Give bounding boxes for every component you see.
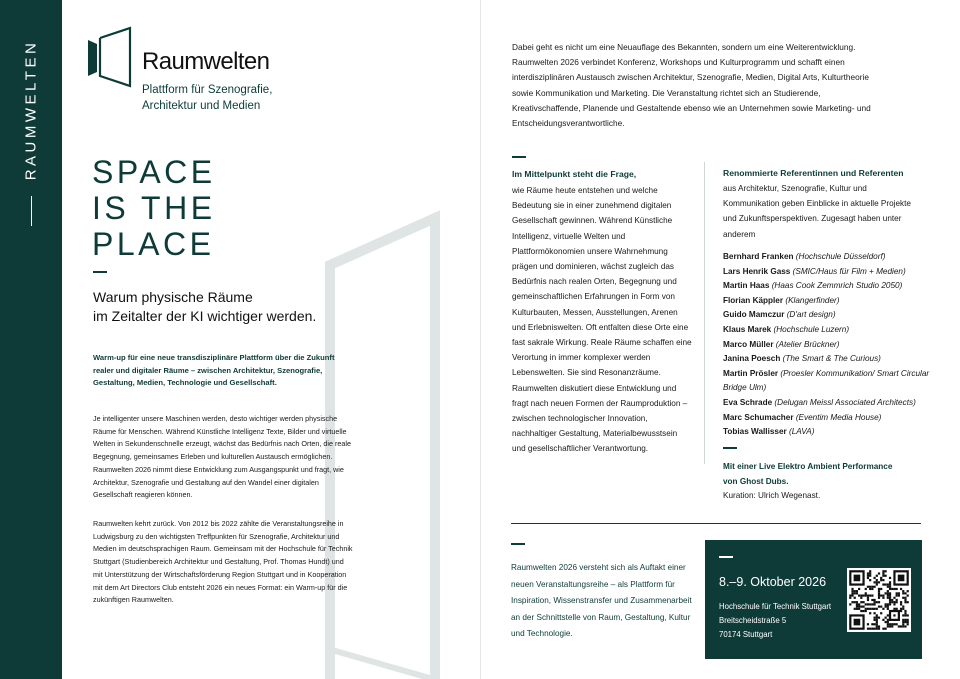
speaker-affiliation: (Haas Cook Zemmrich Studio 2050) (769, 281, 903, 291)
body-paragraph-1: Je intelligenter unsere Maschinen werden, desto wichtiger werden physische Räume für Menschen. Während Künstliche Intelligenz Texte, Bilder und virtuelle Welten in Sekundenschnelle erzeugt, wächst das Bedürfnis nach Orten, die reale Begegnung, gemeinsames Erleben und kulturellen Austausch ermöglichen. Raumwelten 2026 nimmt diese Entwicklung zum Ausgangspunkt und fragt, wie Architektur, Szenografie und Gestaltung auf den Wandel einer digitalen Gesellschaft reagieren können. (93, 414, 351, 500)
event-city: 70174 Stuttgart (719, 630, 773, 639)
closing-text: Raumwelten 2026 versteht sich als Auftakt einer neuen Veranstaltungsreihe – als Plattform für Inspiration, Wissenstransfer und Zusammenarbeit an der Schnittstelle von Raum, Gestaltung, Kultur und Technologie. (511, 563, 692, 638)
speaker-affiliation: (The Smart & The Curious) (780, 354, 881, 364)
speaker-item (723, 294, 933, 309)
speaker-affiliation: (Hochschule Luzern) (771, 324, 850, 334)
performance-title-1: Mit einer Live Elektro Ambient Performance (723, 462, 893, 471)
speaker-name: Florian Käppler (723, 295, 784, 305)
performance-curation: Kuration: Ulrich Wegenast. (723, 491, 821, 501)
speaker-affiliation: (D'art design) (784, 310, 836, 320)
event-venue: Hochschule für Technik Stuttgart (719, 602, 832, 611)
event-dash (719, 556, 733, 558)
intro-text: Warm-up für eine neue transdisziplinäre Plattform über die Zukunft realer und digitaler Räume – zwischen Architektur, Szenografie, Gestaltung, Medien, Technologie und Gesellschaft. (93, 353, 335, 388)
sidebar-rule (31, 196, 32, 226)
speaker-item (723, 411, 933, 426)
sidebar (0, 0, 62, 679)
right-intro-text: Dabei geht es nicht um eine Neuauflage des Bekannten, sondern um eine Weiterentwicklung. Raumwelten 2026 verbindet Konferenz, Workshops und Kulturprogramm und schafft einen interdisziplinären Austausch zwischen Architektur, Szenografie, Medien, Digital Arts, Kulturtheorie sowie Kommunikation und Marketing. Die Veranstaltung richtet sich an Studierende, Kreativschaffende, Planende und Gestaltende ebenso wie an Unternehmen sowie Marketing- und Entscheidungsverantwortliche. (512, 42, 871, 129)
speaker-item (723, 367, 933, 396)
speaker-item (723, 265, 933, 280)
room-perspective-icon (86, 26, 132, 88)
hero-title (92, 154, 216, 262)
speaker-affiliation: (Atelier Brückner) (773, 339, 840, 349)
speaker-name: Tobias Wallisser (723, 427, 787, 437)
qr-code-icon[interactable] (847, 568, 911, 632)
speaker-item (723, 308, 933, 323)
speaker-list (723, 250, 933, 440)
speaker-name: Martin Prösler (723, 368, 779, 378)
body-paragraph-2: Raumwelten kehrt zurück. Von 2012 bis 2022 zählte die Veranstaltungsreihe in Ludwigsburg zu den wichtigsten Treffpunkten für Szenografie, Architektur und Medien im deutschsprachigen Raum. Gemeinsam mit der Hochschule für Technik Stuttgart (Studienbereich Architektur und Gestaltung, Prof. Thomas Hundt) und mit Unterstützung der Wirtschaftsförderung Region Stuttgart und in Kooperation mit dem Art Directors Club entsteht 2026 ein neues Format: ein Warm-up für die zukünftigen Raumwelten. (93, 519, 353, 605)
speaker-affiliation: (Delugan Meissl Associated Architects) (772, 397, 916, 407)
speaker-item (723, 352, 933, 367)
speaker-item (723, 396, 933, 411)
speakers-intro: aus Architektur, Szenografie, Kultur und Kommunikation geben Einblicke in aktuelle Projekte und Zukunftsperspektiven. Zugesagt haben unter anderem (723, 184, 911, 239)
speaker-item (723, 425, 933, 440)
hero-dash (93, 271, 107, 273)
closing-dash (511, 543, 525, 545)
speaker-name: Marc Schumacher (723, 412, 794, 422)
event-date: 8.–9. Oktober 2026 (719, 575, 827, 589)
logo-tagline-line-1: Plattform für Szenografie, (142, 84, 273, 96)
speaker-item (723, 338, 933, 353)
performance-title-2: von Ghost Dubs. (723, 476, 789, 486)
speaker-name: Marco Müller (723, 339, 774, 349)
speaker-affiliation: (Proesler Kommunikation/ Smart Circular Bridge Ulm) (723, 368, 930, 393)
speaker-item (723, 250, 933, 265)
logo-tagline (142, 82, 272, 114)
event-address (719, 600, 831, 642)
logo-tagline-line-2: Architektur und Medien (142, 100, 261, 112)
event-info-box (705, 540, 922, 659)
speaker-name: Klaus Marek (723, 324, 772, 334)
sidebar-title: RAUMWELTEN (22, 39, 40, 181)
hero-line-2: IS THE (92, 190, 216, 226)
speaker-name: Eva Schrade (723, 397, 773, 407)
performance-block (723, 460, 933, 504)
speaker-name: Guido Mamczur (723, 310, 785, 320)
speaker-item (723, 279, 933, 294)
middle-dash (512, 156, 526, 158)
speaker-item (723, 323, 933, 338)
subtitle-line-2: im Zeitalter der KI wichtiger werden. (93, 308, 317, 324)
page-divider (480, 0, 481, 679)
event-street: Breitscheidstraße 5 (719, 616, 787, 625)
speaker-name: Bernhard Franken (723, 252, 794, 261)
column-rule (704, 162, 705, 464)
speaker-name: Martin Haas (723, 281, 770, 291)
speaker-affiliation: (Klangerfinder) (783, 295, 840, 305)
hero-line-1: SPACE (92, 154, 216, 190)
logo-wordmark: Raumwelten (142, 48, 270, 75)
performance-dash (723, 447, 737, 449)
subtitle (93, 288, 316, 326)
speaker-name: Lars Henrik Gass (723, 266, 791, 276)
speaker-affiliation: (LAVA) (786, 427, 815, 437)
speaker-name: Janina Poesch (723, 354, 781, 364)
speaker-affiliation: (SMIC/Haus für Film + Medien) (790, 266, 906, 276)
middle-text: wie Räume heute entstehen und welche Bedeutung sie in einer zunehmend digitalen Gesellschaft gewinnen. Während Künstliche Intelligenz, virtuelle Welten und Plattformökonomien unsere Wahrnehmung prägen und dominieren, wächst zugleich das Bedürfnis nach realen Orten, Begegnung und gemeinschaftlichen Erfahrungen in Form von Kulturbauten, Messen, Ausstellungen, Arenen und Erlebniswelten. Oft entfalten diese Orte eine fast sakrale Wirkung. Reale Räume schaffen eine Verortung in immer komplexer werden Lebenswelten. Sie sind Resonanzräume. Raumwelten diskutiert diese Entwicklung und fragt nach neuen Formen der Raumproduktion – zwischen technologischer Innovation, nachhaltiger Gestaltung, Materialbewusstsein und gesellschaftlicher Verantwortung. (512, 186, 692, 454)
hero-line-3: PLACE (92, 226, 215, 262)
speaker-affiliation: (Eventim Media House) (793, 412, 882, 422)
subtitle-line-1: Warum physische Räume (93, 289, 253, 305)
bottom-rule (511, 523, 921, 524)
speaker-affiliation: (Hochschule Düsseldorf) (793, 252, 886, 261)
middle-heading: Im Mittelpunkt steht die Frage, (512, 169, 637, 179)
speakers-heading: Renommierte Referentinnen und Referenten (723, 168, 904, 178)
